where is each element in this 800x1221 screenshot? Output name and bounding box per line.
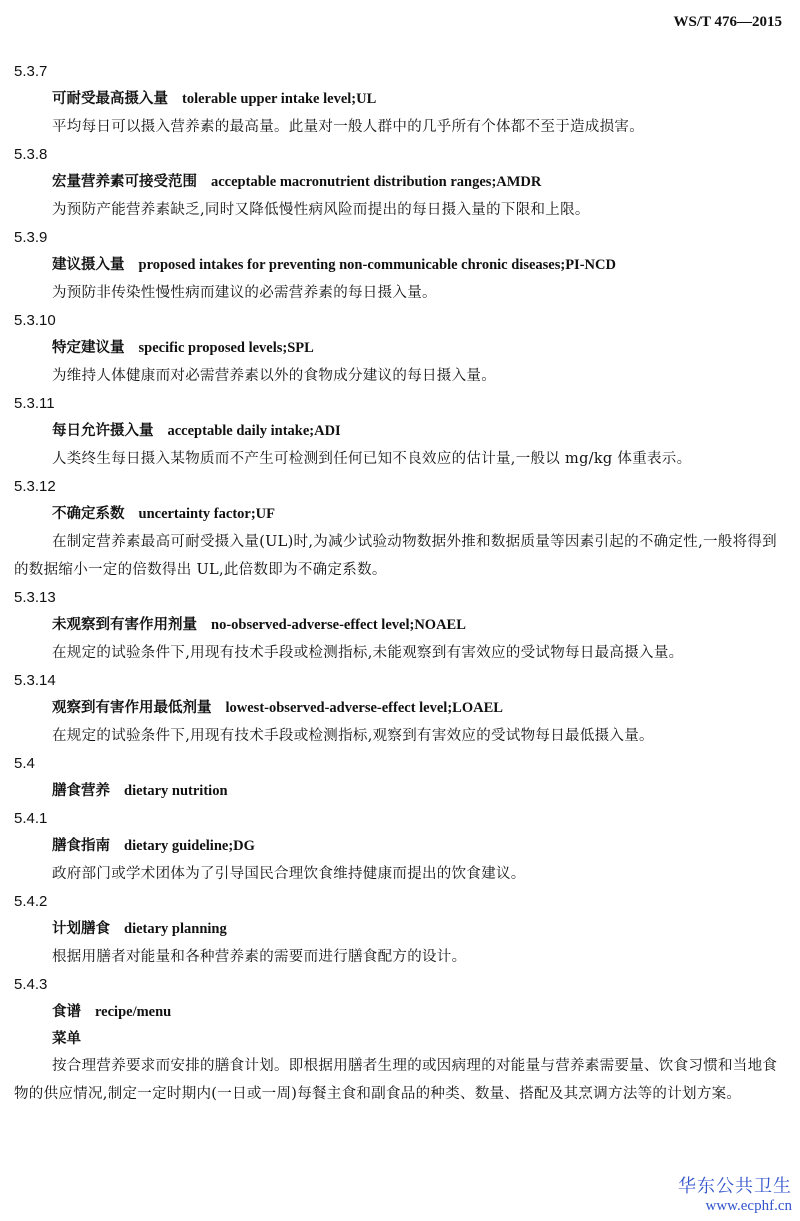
term-heading [0,832,800,860]
term-en: uncertainty factor;UF [138,506,275,522]
term-entry [0,307,800,390]
term-heading [0,611,800,639]
term-heading [0,251,800,279]
term-heading [0,500,800,528]
term-heading [0,168,800,196]
term-en: acceptable macronutrient distribution ranges;AMDR [211,174,542,190]
clause-number: 5.3.11 [14,395,55,412]
term-entry [0,584,800,667]
term-en: specific proposed levels;SPL [138,340,314,356]
term-en: dietary nutrition [124,783,228,799]
term-definition: 平均每日可以摄入营养素的最高量。此量对一般人群中的几乎所有个体都不至于造成损害。 [52,119,644,135]
term-entry [0,971,800,1108]
term-definition: 为预防非传染性慢性病而建议的必需营养素的每日摄入量。 [52,285,437,301]
clause-number: 5.4 [14,755,35,772]
term-cn: 未观察到有害作用剂量 [52,616,197,633]
term-definition: 根据用膳者对能量和各种营养素的需要而进行膳食配方的设计。 [52,949,467,965]
watermark-name: 华东公共卫生 [678,1176,792,1197]
term-entry [0,224,800,307]
term-entry [0,805,800,888]
term-en: proposed intakes for preventing non-communicable chronic diseases;PI-NCD [138,257,616,273]
clause-number: 5.3.10 [14,312,56,329]
clause-number: 5.3.7 [14,63,48,80]
term-cn: 膳食指南 [52,837,110,854]
term-list [0,58,800,1108]
term-cn: 食谱 [52,1003,81,1020]
term-heading [0,694,800,722]
clause-number: 5.4.1 [14,810,48,827]
term-heading [0,777,800,805]
term-definition: 在规定的试验条件下,用现有技术手段或检测指标,未能观察到有害效应的受试物每日最高摄入量。 [52,645,684,661]
term-en: recipe/menu [95,1004,172,1020]
term-heading [0,334,800,362]
term-cn: 可耐受最高摄入量 [52,90,168,107]
clause-number: 5.3.12 [14,478,56,495]
term-heading [0,85,800,113]
term-definition: 为预防产能营养素缺乏,同时又降低慢性病风险而提出的每日摄入量的下限和上限。 [52,202,590,218]
term-en: no-observed-adverse-effect level;NOAEL [211,617,466,633]
term-cn: 不确定系数 [52,505,125,522]
term-entry [0,141,800,224]
term-entry [0,667,800,750]
term-en: lowest-observed-adverse-effect level;LOAEL [225,700,503,716]
term-cn: 观察到有害作用最低剂量 [52,699,212,716]
clause-number: 5.3.14 [14,672,56,689]
watermark-url: www.ecphf.cn [705,1198,792,1214]
term-definition: 在规定的试验条件下,用现有技术手段或检测指标,观察到有害效应的受试物每日最低摄入量。 [52,728,654,744]
term-alt-name: 菜单 [52,1030,81,1047]
term-cn: 每日允许摄入量 [52,422,154,439]
term-en: dietary guideline;DG [124,838,255,854]
clause-number: 5.3.8 [14,146,48,163]
clause-number: 5.4.3 [14,976,48,993]
term-heading [0,998,800,1026]
term-cn: 膳食营养 [52,782,110,799]
term-entry [0,473,800,584]
term-en: tolerable upper intake level;UL [182,91,377,107]
term-entry [0,58,800,141]
site-watermark [678,1172,792,1215]
clause-number: 5.3.9 [14,229,48,246]
term-definition: 为维持人体健康而对必需营养素以外的食物成分建议的每日摄入量。 [52,368,496,384]
term-heading [0,417,800,445]
term-definition: 在制定营养素最高可耐受摄入量(UL)时,为减少试验动物数据外推和数据质量等因素引起的不确定性,一般将得到的数据缩小一定的倍数得出 UL,此倍数即为不确定系数。 [14,534,777,578]
document-number: WS/T 476—2015 [673,14,782,30]
term-definition: 人类终生每日摄入某物质而不产生可检测到任何已知不良效应的估计量,一般以 mg/kg 体重表示。 [52,451,692,467]
term-cn: 建议摄入量 [52,256,125,273]
term-entry [0,750,800,805]
term-definition: 按合理营养要求而安排的膳食计划。即根据用膳者生理的或因病理的对能量与营养素需要量、饮食习惯和当地食物的供应情况,制定一定时期内(一日或一周)每餐主食和副食品的种类、数量、搭配及其烹调方法等的计划方案。 [14,1058,778,1102]
term-cn: 计划膳食 [52,920,110,937]
term-entry [0,390,800,473]
term-definition: 政府部门或学术团体为了引导国民合理饮食维持健康而提出的饮食建议。 [52,866,526,882]
term-entry [0,888,800,971]
clause-number: 5.4.2 [14,893,48,910]
term-cn: 特定建议量 [52,339,125,356]
term-en: dietary planning [124,921,227,937]
clause-number: 5.3.13 [14,589,56,606]
term-heading [0,915,800,943]
term-en: acceptable daily intake;ADI [167,423,341,439]
term-cn: 宏量营养素可接受范围 [52,173,197,190]
